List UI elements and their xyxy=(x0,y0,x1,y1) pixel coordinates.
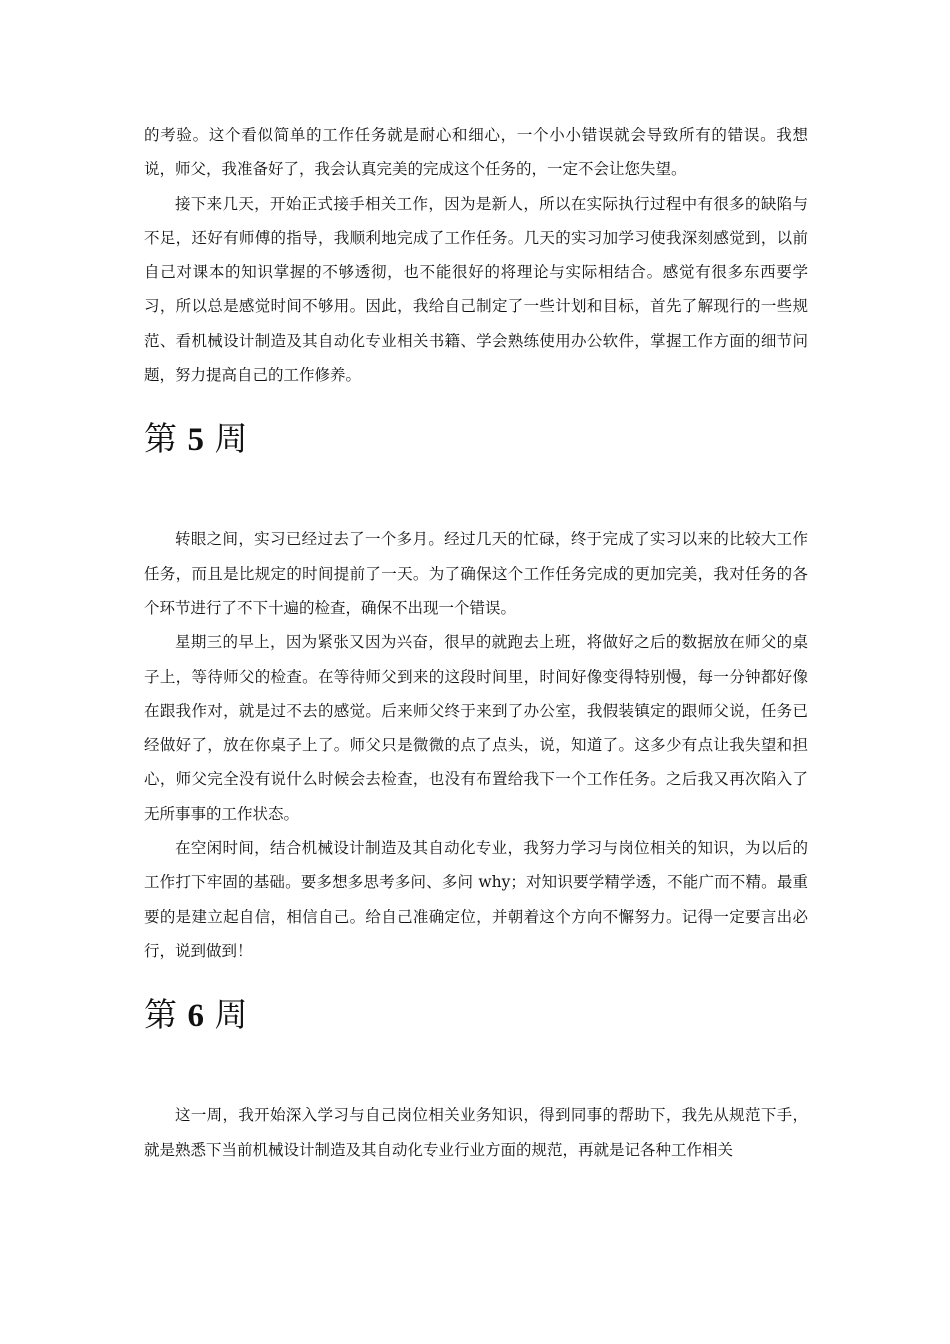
body-paragraph: 这一周，我开始深入学习与自己岗位相关业务知识，得到同事的帮助下，我先从规范下手，就是熟悉下当前机械设计制造及其自动化专业行业方面的规范，再就是记各种工作相关 xyxy=(144,1106,808,1159)
body-paragraph: 转眼之间，实习已经过去了一个多月。经过几天的忙碌，终于完成了实习以来的比较大工作任务，而且是比规定的时间提前了一天。为了确保这个工作任务完成的更加完美，我对任务的各个环节进行了不下十遍的检查，确保不出现一个错误。 xyxy=(144,530,808,617)
body-paragraph: 的考验。这个看似简单的工作任务就是耐心和细心，一个小小错误就会导致所有的错误。我想说，师父，我准备好了，我会认真完美的完成这个任务的，一定不会让您失望。 xyxy=(144,126,808,179)
heading-number: 6 xyxy=(187,998,204,1035)
heading-prefix: 第 xyxy=(144,995,177,1035)
section-heading-week6 xyxy=(144,995,808,1036)
document-page xyxy=(144,118,808,1167)
body-paragraph: 接下来几天，开始正式接手相关工作，因为是新人，所以在实际执行过程中有很多的缺陷与不足，还好有师傅的指导，我顺利地完成了工作任务。几天的实习加学习使我深刻感觉到，以前自己对课本的知识掌握的不够透彻，也不能很好的将理论与实际相结合。感觉有很多东西要学习，所以总是感觉时间不够用。因此，我给自己制定了一些计划和目标，首先了解现行的一些规范、看机械设计制造及其自动化专业相关书籍、学会熟练使用办公软件，掌握工作方面的细节问题，努力提高自己的工作修养。 xyxy=(144,194,808,385)
heading-prefix: 第 xyxy=(144,419,177,459)
section-heading-week5 xyxy=(144,419,808,460)
heading-number: 5 xyxy=(187,422,204,459)
body-paragraph: 星期三的早上，因为紧张又因为兴奋，很早的就跑去上班，将做好之后的数据放在师父的桌子上，等待师父的检查。在等待师父到来的这段时间里，时间好像变得特别慢，每一分钟都好像在跟我作对，就是过不去的感觉。后来师父终于来到了办公室，我假装镇定的跟师父说，任务已经做好了，放在你桌子上了。师父只是微微的点了点头，说，知道了。这多少有点让我失望和担心，师父完全没有说什么时候会去检查，也没有布置给我下一个工作任务。之后我又再次陷入了无所事事的工作状态。 xyxy=(144,633,808,823)
heading-suffix: 周 xyxy=(214,419,248,459)
body-paragraph: 在空闲时间，结合机械设计制造及其自动化专业，我努力学习与岗位相关的知识，为以后的工作打下牢固的基础。要多想多思考多问、多问 why；对知识要学精学透，不能广而不精。最重要的是建立起自信，相信自己。给自己准确定位，并朝着这个方向不懈努力。记得一定要言出必行，说到做到！ xyxy=(144,839,808,960)
heading-suffix: 周 xyxy=(214,995,248,1035)
